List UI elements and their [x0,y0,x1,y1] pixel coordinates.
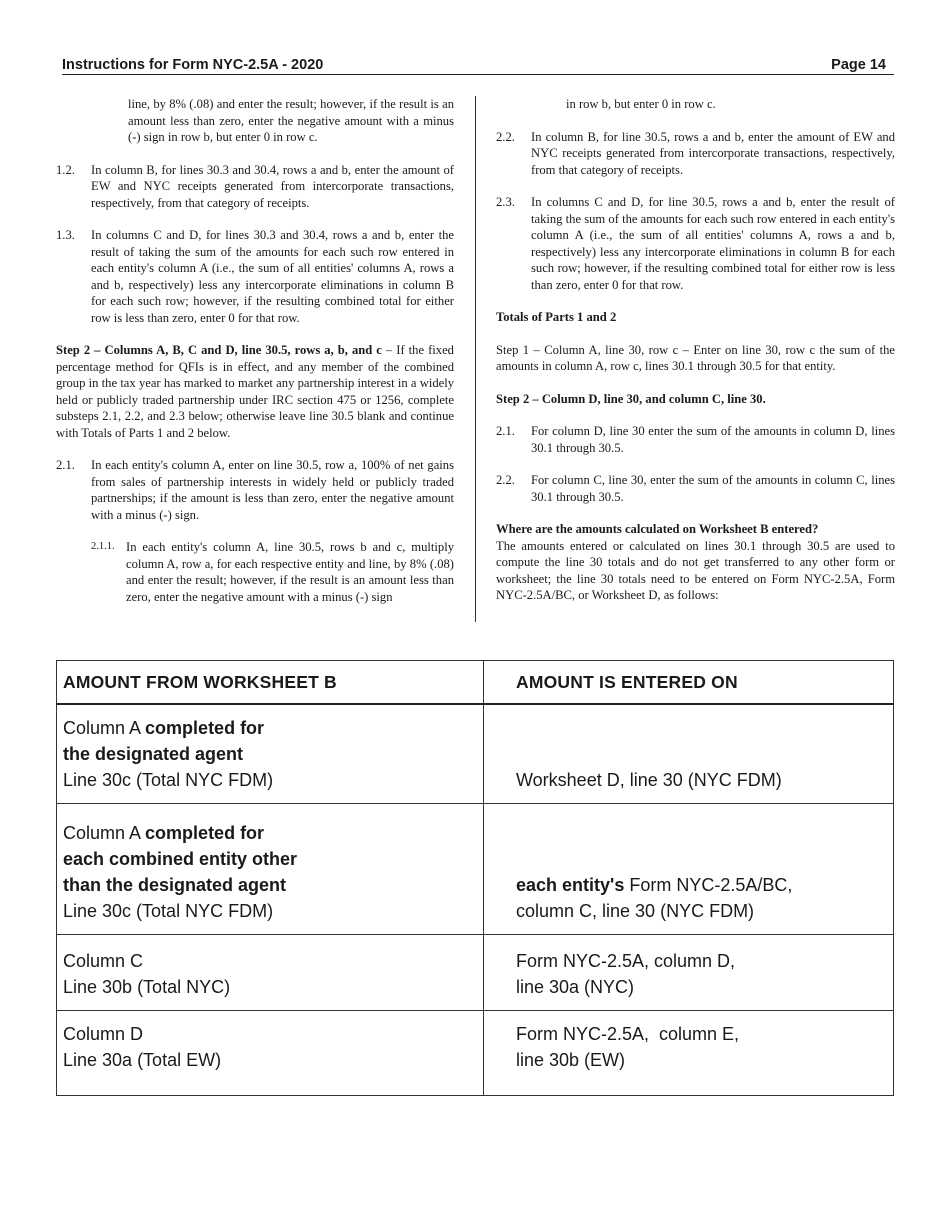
item-number: 2.1.1. [91,541,115,552]
table-row [57,935,894,1011]
continued-paragraph: line, by 8% (.08) and enter the result; however, if the result is an amount less than zero, enter the negative amount with a minus (-) sign in row b, but enter 0 in row c. [128,97,454,144]
table-header-row [57,661,894,705]
cell-text: Form NYC-2.5A/BC, [624,875,793,895]
cell-line: line 30a (NYC) [516,977,635,997]
source-cell [57,804,484,935]
column-divider [475,96,476,622]
step-item-2-2 [496,129,895,179]
item-text: For column C, line 30, enter the sum of the amounts in column C, lines 30.1 through 30.5. [531,473,895,504]
cell-line: Line 30c (Total NYC FDM) [63,770,274,790]
where-heading: Where are the amounts calculated on Worksheet B entered? [496,522,819,536]
table-row [57,704,894,804]
step-item-2-3 [496,194,895,293]
item-number: 1.2. [56,162,75,177]
destination-cell [484,935,894,1011]
destination-cell [484,804,894,935]
cell-line [516,872,887,898]
item-number: 1.3. [56,228,75,242]
item-number: 2.2. [496,473,515,487]
item-text: In columns C and D, for lines 30.3 and 30.4, rows a and b, enter the result of taking the sum of the amounts for each such row entered in each entity's column A (i.e., the sum of all entities' columns A, rows a and b, respectively) less any intercorporate eliminations in column B for each such row; however, if the resulting combined total for either row is less than zero, enter 0 for that row. [91,228,454,325]
item-number: 2.1. [496,424,515,438]
destination-cell [484,1011,894,1096]
column-header-destination: AMOUNT IS ENTERED ON [484,661,894,705]
document-title: Instructions for Form NYC-2.5A - 2020 [62,57,324,73]
step-2-paragraph [56,342,454,441]
step-item-1-2 [56,162,454,212]
continued-paragraph: in row b, but enter 0 in row c. [566,97,716,111]
step-2-text: – If the fixed percentage method for QFIs is in effect, and any member of the combined group in the tax year has marked to market any partnership interest in a widely held or publicly traded partnership under IRC section 475 or 1256, complete substeps 2.1, 2.2, and 2.3 below; otherwise leave line 30.5 blank and continue with Totals of Parts 1 and 2 below. [56,343,454,440]
source-cell [57,935,484,1011]
item-number: 2.2. [496,129,515,144]
item-text: In each entity's column A, line 30.5, rows b and c, multiply column A, row a, for each respective entity and line, by 8% (.08) and enter the result; however, if the result is an amount less than zero, enter the negative amount with a minus (-) sign [126,540,454,604]
totals-item-2-2 [496,472,895,505]
cell-bold-text: completed for [145,823,265,843]
cell-line: Form NYC-2.5A, column D, [516,951,736,971]
cell-line: line 30b (EW) [516,1050,626,1070]
cell-line: Line 30b (Total NYC) [63,977,231,997]
source-cell [57,704,484,804]
cell-bold-text: completed for [145,718,265,738]
cell-line [63,715,477,741]
step-item-2-1 [56,457,454,523]
step-2-label: Step 2 – Columns A, B, C and D, line 30.5, rows a, b, and c [56,343,382,357]
cell-text: Column A [63,823,146,843]
table-row [57,1011,894,1096]
cell-line: Column D [63,1024,144,1044]
where-text: The amounts entered or calculated on lines 30.1 through 30.5 are used to compute the line 30 totals and do not get transferred to any other form or worksheet; the line 30 totals need to be entered on Form NYC-2.5A, Form NYC-2.5A/BC, or Worksheet D, as follows: [496,538,895,602]
cell-bold-line: than the designated agent [63,875,287,895]
right-column [496,96,895,604]
item-text: In column B, for line 30.5, rows a and b, enter the amount of EW and NYC receipts generated from intercorporate transactions, respectively, from that category of receipts. [531,129,895,177]
item-text: In columns C and D, for line 30.5, rows a and b, enter the result of taking the sum of the amounts for each such row entered in each entity's column A (i.e., the sum of all entities' columns A, rows a and b, respectively) less any intercorporate eliminations in column B for each such row; however, if the resulting combined total for either row is less than zero, enter 0 for that row. [531,195,895,292]
totals-step-1: Step 1 – Column A, line 30, row c – Enter on line 30, row c the sum of the amounts in column A, row c, lines 30.1 through 30.5 for that entity. [496,342,895,373]
item-text: For column D, line 30 enter the sum of the amounts in column D, lines 30.1 through 30.5. [531,424,895,455]
cell-bold-line: the designated agent [63,744,244,764]
page-number: Page 14 [831,57,886,73]
cell-line: column C, line 30 (NYC FDM) [516,901,755,921]
source-cell [57,1011,484,1096]
totals-step-2-heading: Step 2 – Column D, line 30, and column C, line 30. [496,391,766,406]
item-number: 2.1. [56,458,75,472]
cell-bold-line: each combined entity other [63,849,298,869]
worksheet-b-table [56,660,894,1096]
destination-cell [484,704,894,804]
item-number: 2.3. [496,195,515,209]
item-text: In column B, for lines 30.3 and 30.4, rows a and b, enter the amount of EW and NYC receipts generated from intercorporate transactions, respectively, from that category of receipts. [91,162,454,210]
cell-line: Form NYC-2.5A, column E, [516,1024,740,1044]
step-item-1-3 [56,227,454,326]
cell-line: Column C [63,951,144,971]
item-text: In each entity's column A, enter on line 30.5, row a, 100% of net gains from sales of partnership interests in widely held or publicly traded partnerships; if the amount is less than zero, enter the negative amount with a minus (-) sign. [91,458,454,522]
cell-line: Line 30c (Total NYC FDM) [63,901,274,921]
page-header [62,56,894,75]
cell-text: Column A [63,718,146,738]
cell-line [63,820,477,846]
step-item-2-1-1 [91,539,454,605]
left-column [56,96,454,605]
cell-line: Line 30a (Total EW) [63,1050,222,1070]
cell-bold-text: each entity's [516,875,625,895]
totals-heading: Totals of Parts 1 and 2 [496,310,617,324]
table-row [57,804,894,935]
totals-item-2-1 [496,423,895,456]
column-header-source: AMOUNT FROM WORKSHEET B [57,661,484,705]
cell-line: Worksheet D, line 30 (NYC FDM) [516,770,782,790]
